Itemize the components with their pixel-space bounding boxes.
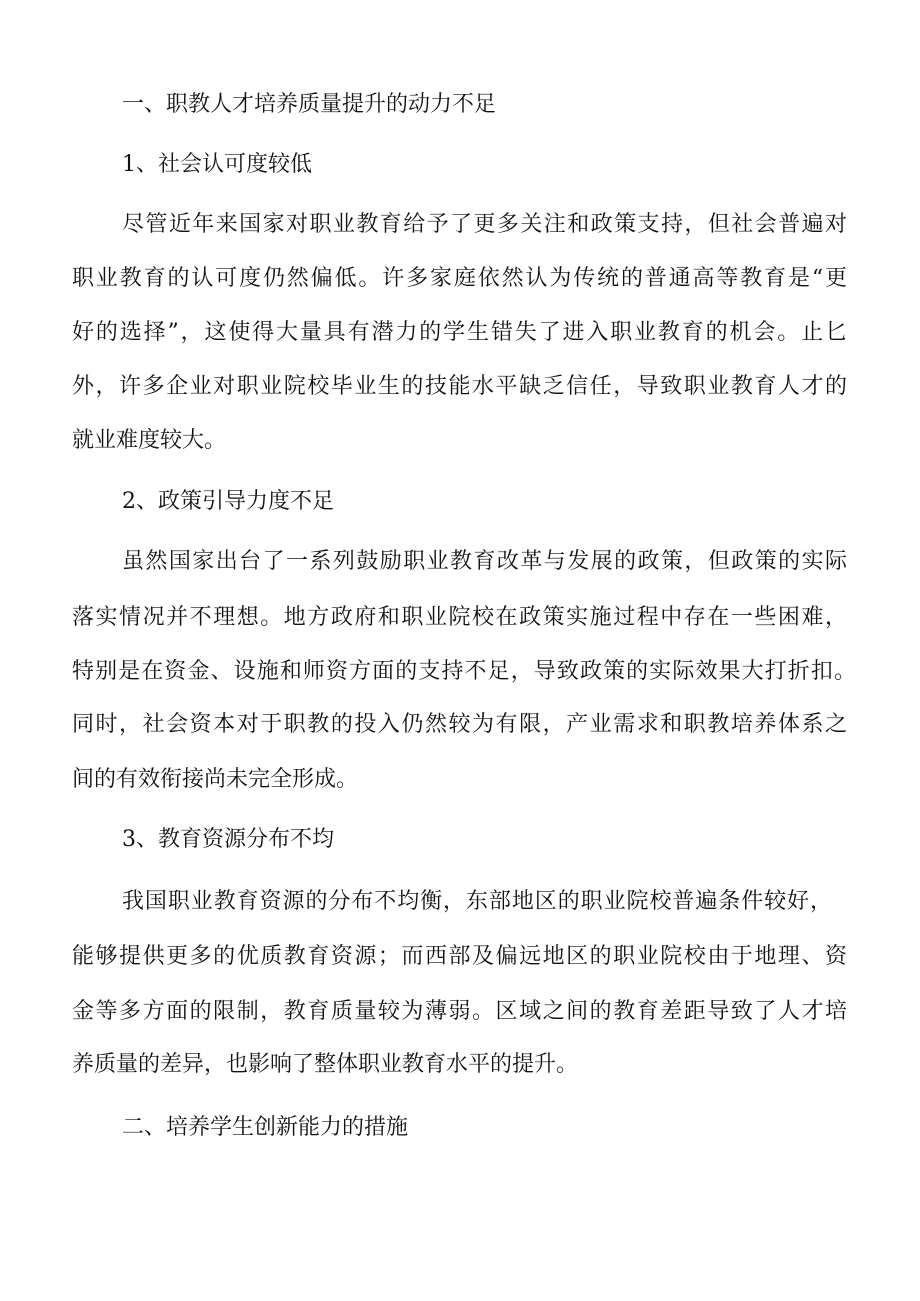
paragraph-line: 养质量的差异，也影响了整体职业教育水平的提升。 (72, 1052, 579, 1077)
paragraph-line: 好的选择”，这使得大量具有潜力的学生错失了进入职业教育的机会。止匕 (72, 320, 847, 345)
paragraph-line: 外，许多企业对职业院校毕业生的技能水平缺乏信任，导致职业教育人才的 (72, 374, 847, 399)
paragraph-line: 职业教育的认可度仍然偏低。许多家庭依然认为传统的普通高等教育是“更 (72, 266, 847, 291)
paragraph-line: 落实情况并不理想。地方政府和职业院校在政策实施过程中存在一些困难， (72, 605, 847, 630)
paragraph-line: 金等多方面的限制，教育质量较为薄弱。区域之间的教育差距导致了人才培 (72, 999, 847, 1024)
section-heading-1: 一、职教人才培养质量提升的动力不足 (122, 92, 497, 117)
paragraph-line: 虽然国家出台了一系列鼓励职业教育改革与发展的政策，但政策的实际 (122, 549, 847, 574)
paragraph-line: 间的有效衔接尚未完全形成。 (72, 767, 359, 792)
paragraph-line: 尽管近年来国家对职业教育给予了更多关注和政策支持，但社会普遍对 (122, 212, 847, 237)
paragraph-line: 同时，社会资本对于职教的投入仍然较为有限，产业需求和职教培养体系之 (72, 712, 847, 737)
paragraph-line: 能够提供更多的优质教育资源；而西部及偏远地区的职业院校由于地理、资 (72, 944, 847, 969)
paragraph-line: 就业难度较大。 (72, 428, 227, 453)
subheading-social-recognition: 1、社会认可度较低 (122, 152, 312, 177)
paragraph-line: 我国职业教育资源的分布不均衡，东部地区的职业院校普遍条件较好， (122, 889, 832, 914)
subheading-resource-distribution: 3、教育资源分布不均 (122, 827, 334, 852)
paragraph-line: 特别是在资金、设施和师资方面的支持不足，导致政策的实际效果大打折扣。 (72, 659, 856, 684)
section-heading-2: 二、培养学生创新能力的措施 (122, 1115, 409, 1140)
subheading-policy-guidance: 2、政策引导力度不足 (122, 489, 334, 514)
